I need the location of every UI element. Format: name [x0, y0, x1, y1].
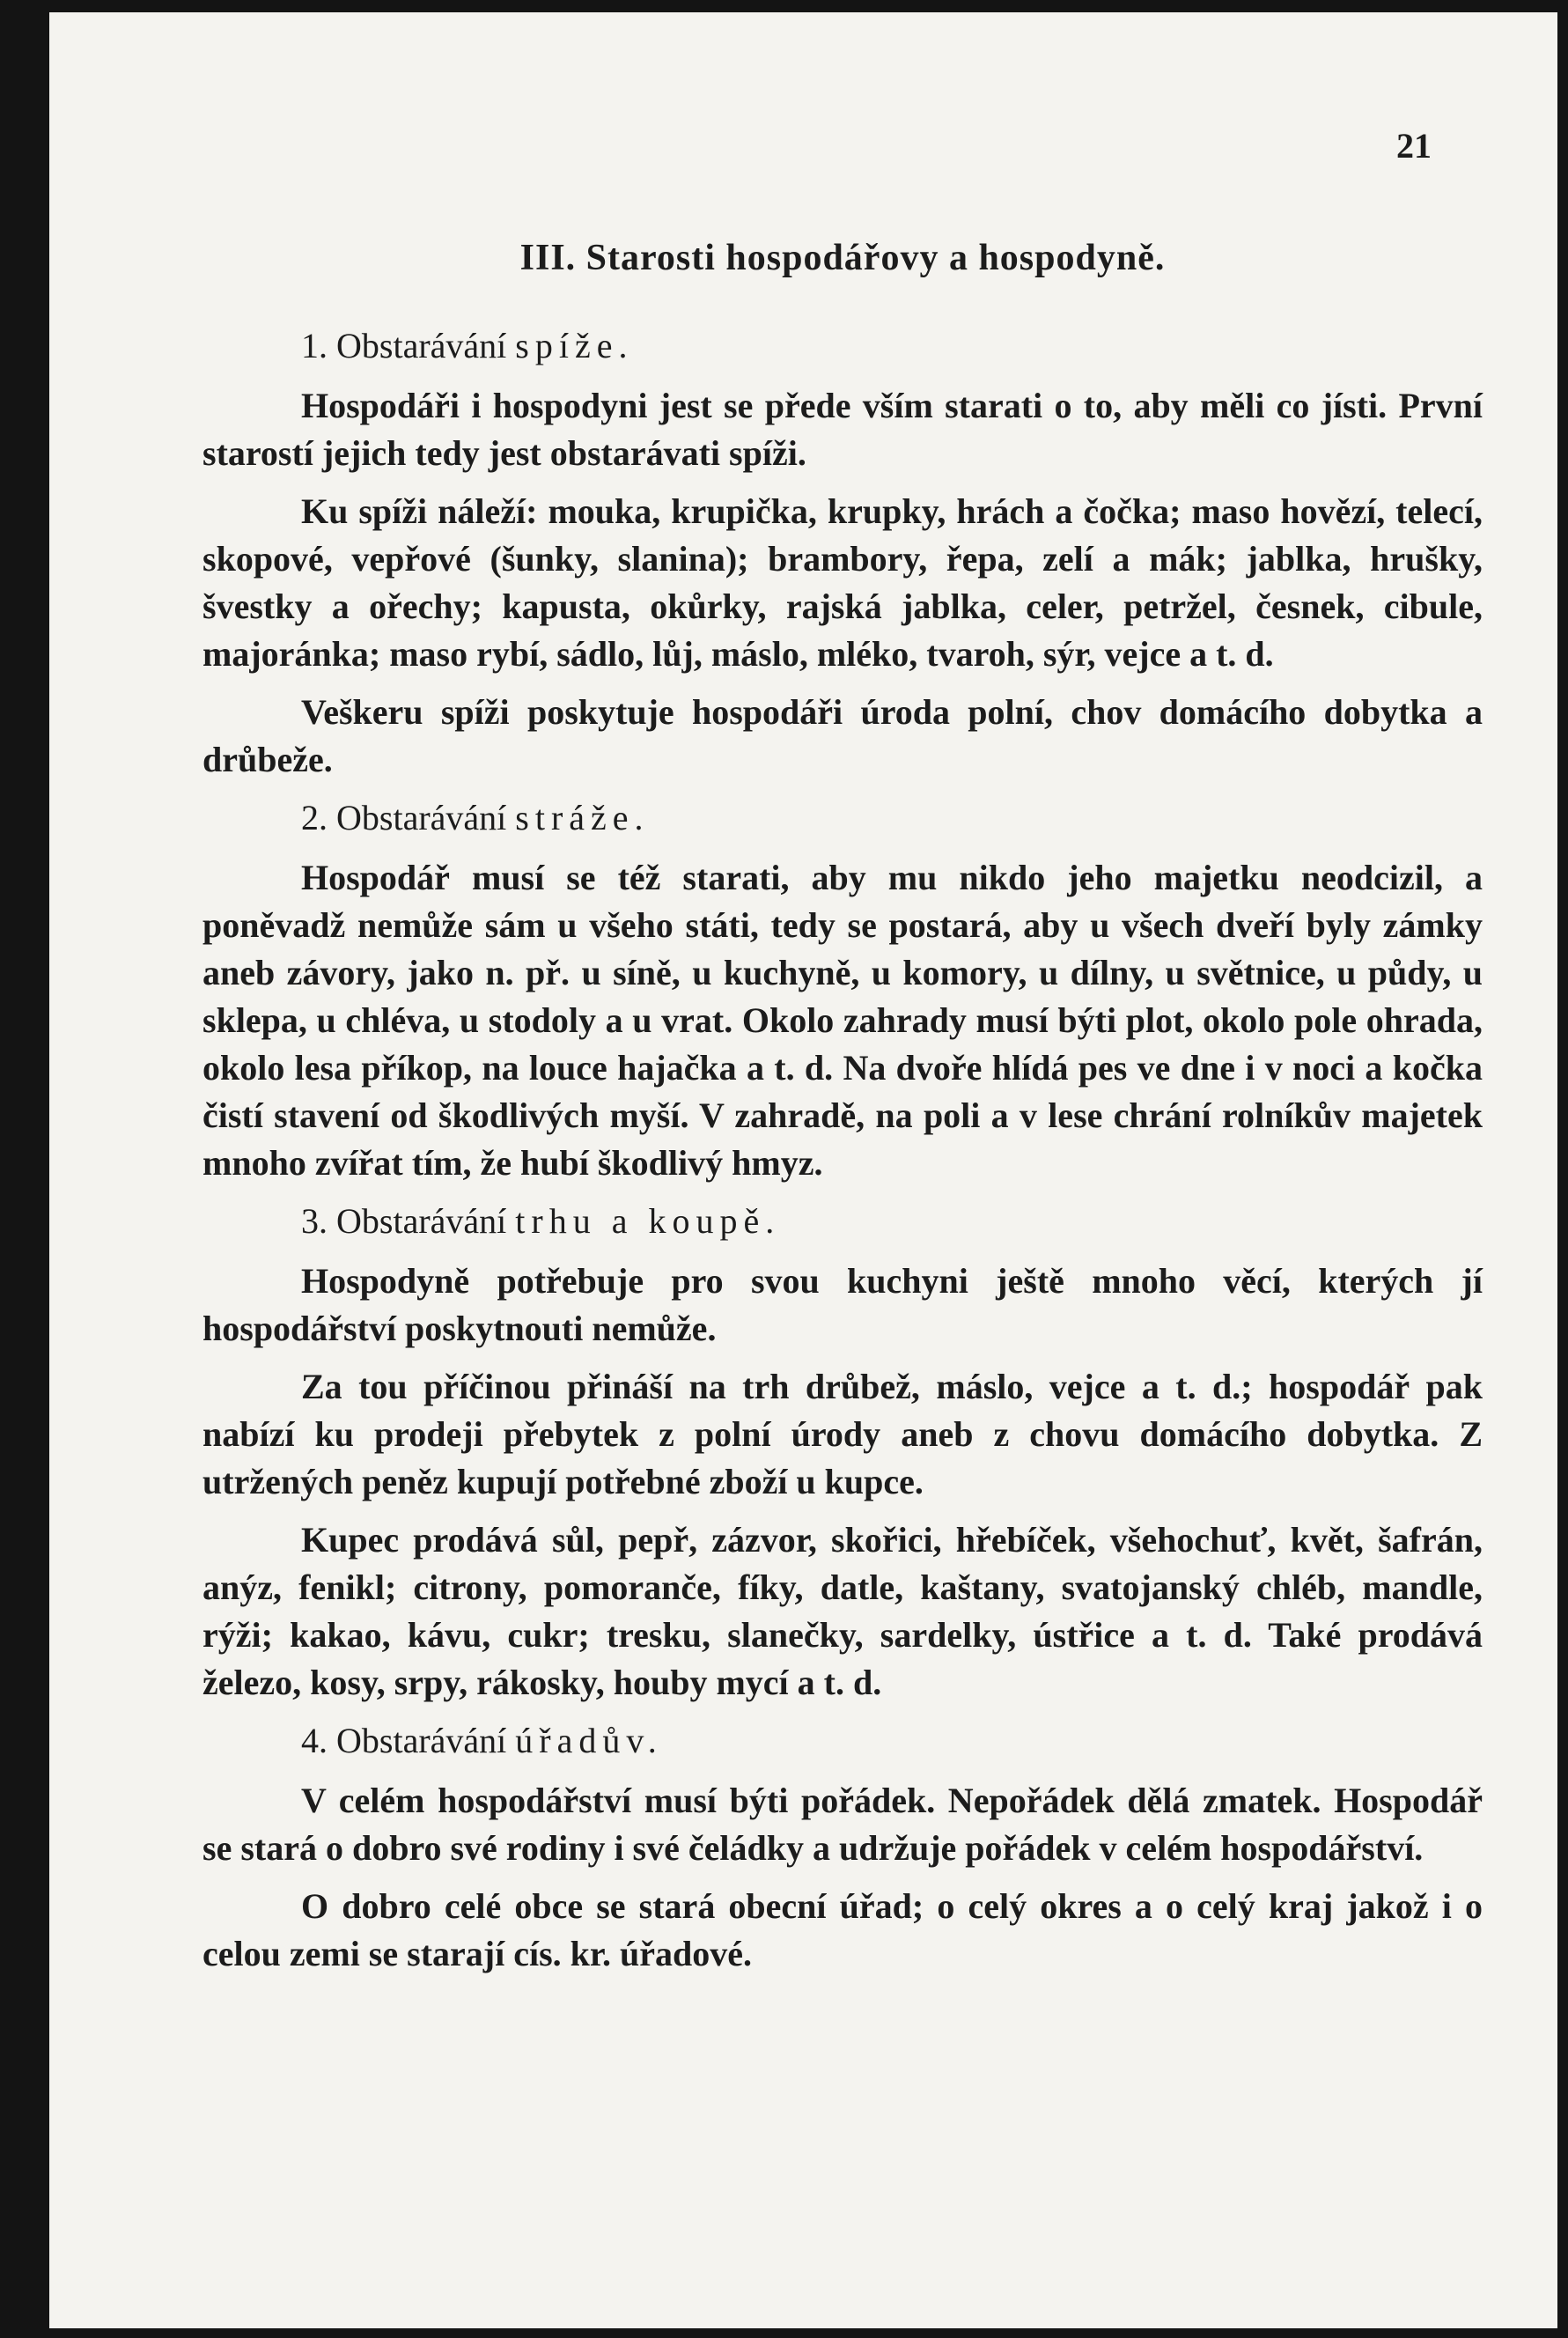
paragraph: V celém hospodářství musí býti pořádek. Nepořádek dělá zmatek. Hospodář se stará o dobro své rodiny i své čeládky a udržuje pořádek v celém hospodářství.	[202, 1781, 1483, 1868]
chapter-title: III. Starosti hospodářovy a hospodyně.	[519, 238, 1166, 278]
paragraph: Kupec prodává sůl, pepř, zázvor, skořici, hřebíček, všehochuť, květ, šafrán, anýz, fenikl; citrony, pomoranče, fíky, datle, kaštany, svatojanský chléb, mandle, rýži; kakao, kávu, cukr; tresku, slanečky, sardelky, ústřice a t. d. Také prodává železo, kosy, srpy, rákosky, houby mycí a t. d.	[202, 1520, 1483, 1702]
section-label: Obstarávání	[336, 326, 507, 365]
paragraph: Veškeru spíži poskytuje hospodáři úroda polní, chov domácího dobytka a drůbeže.	[202, 692, 1483, 779]
section-heading-2	[202, 794, 1483, 842]
section-term: úřadův.	[515, 1721, 663, 1760]
section-number: 1.	[301, 326, 328, 365]
section-term: stráže.	[515, 798, 650, 837]
section-heading-4	[202, 1717, 1483, 1765]
section-number: 3.	[301, 1201, 328, 1241]
section-label: Obstarávání	[336, 798, 507, 837]
paragraph: O dobro celé obce se stará obecní úřad; o celý okres a o celý kraj jakož i o celou zemi se starají cís. kr. úřadové.	[202, 1886, 1483, 1973]
section-term: trhu a koupě.	[515, 1201, 781, 1241]
book-page	[49, 12, 1557, 2328]
paragraph: Za tou příčinou přináší na trh drůbež, máslo, vejce a t. d.; hospodář pak nabízí ku prodeji přebytek z polní úrody aneb z chovu domácího dobytka. Z utržených peněz kupují potřebné zboží u kupce.	[202, 1367, 1483, 1501]
section-number: 2.	[301, 798, 328, 837]
section-term: spíže.	[515, 326, 634, 365]
paragraph: Hospodáři i hospodyni jest se přede vším starati o to, aby měli co jísti. První starostí jejich tedy jest obstarávati spíži.	[202, 386, 1483, 473]
page-number: 21	[1396, 126, 1432, 166]
paragraph: Hospodář musí se též starati, aby mu nikdo jeho majetku neodcizil, a poněvadž nemůže sám u všeho státi, tedy se postará, aby u všech dveří byly zámky aneb závory, jako n. př. u síně, u kuchyně, u komory, u dílny, u světnice, u půdy, u sklepa, u chléva, u stodoly a u vrat. Okolo zahrady musí býti plot, okolo pole ohrada, okolo lesa příkop, na louce hajačka a t. d. Na dvoře hlídá pes ve dne i v noci a kočka čistí stavení od škodlivých myší. V zahradě, na poli a v lese chrání rolníkův majetek mnoho zvířat tím, že hubí škodlivý hmyz.	[202, 858, 1483, 1183]
paragraph: Hospodyně potřebuje pro svou kuchyni ještě mnoho věcí, kterých jí hospodářství poskytnouti nemůže.	[202, 1261, 1483, 1348]
section-label: Obstarávání	[336, 1201, 507, 1241]
section-label: Obstarávání	[336, 1721, 507, 1760]
section-heading-1	[202, 322, 1483, 370]
page-text	[202, 234, 1483, 1988]
paragraph: Ku spíži náleží: mouka, krupička, krupky, hrách a čočka; maso hovězí, telecí, skopové, vepřové (šunky, slanina); brambory, řepa, zelí a mák; jablka, hrušky, švestky a ořechy; kapusta, okůrky, rajská jablka, celer, petržel, česnek, cibule, majoránka; maso rybí, sádlo, lůj, máslo, mléko, tvaroh, sýr, vejce a t. d.	[202, 491, 1483, 674]
section-number: 4.	[301, 1721, 328, 1760]
section-heading-3	[202, 1198, 1483, 1245]
